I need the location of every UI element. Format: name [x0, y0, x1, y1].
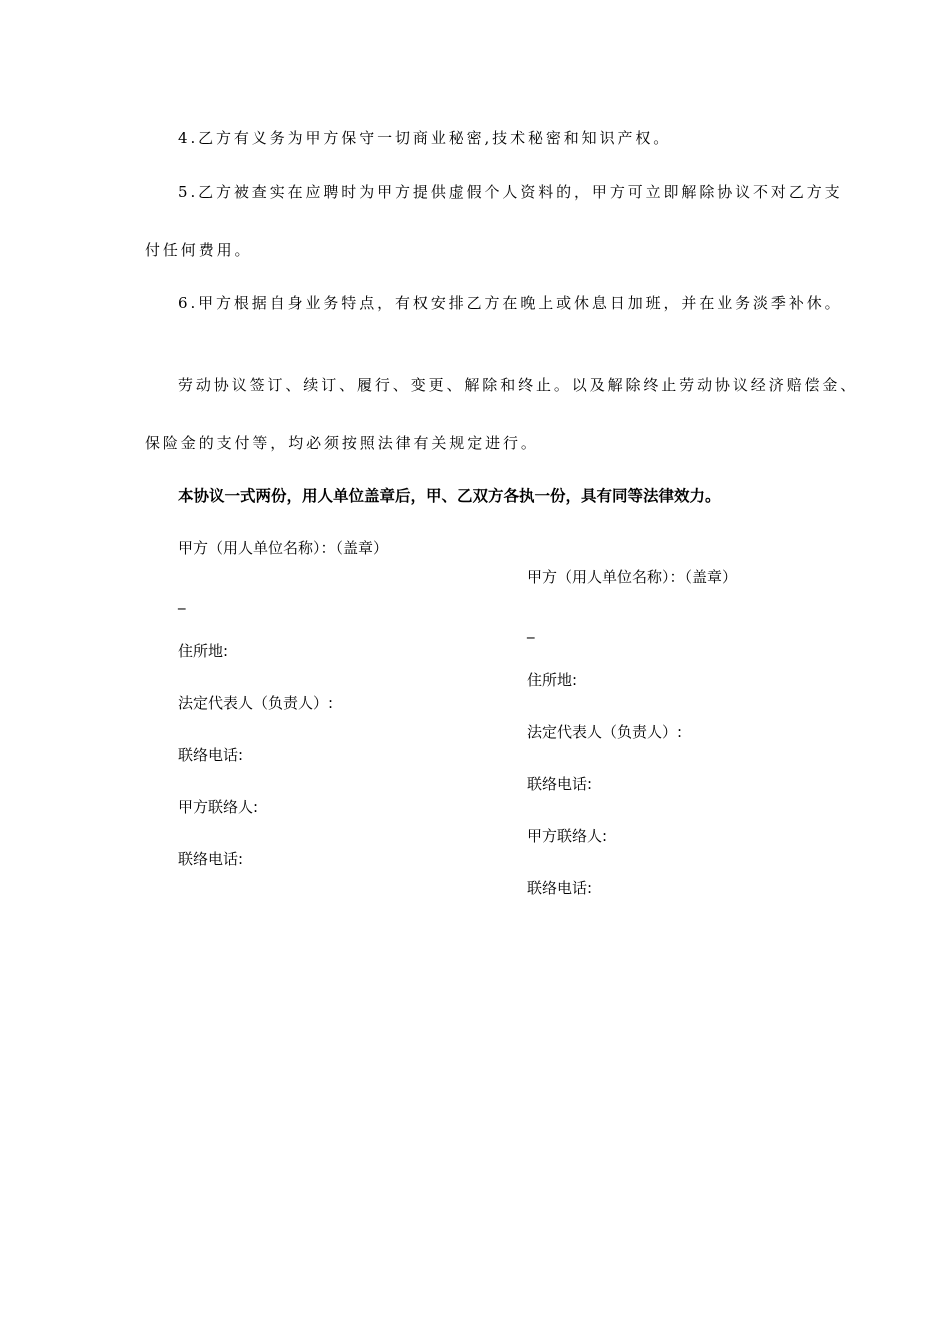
copies-statement: 本协议一式两份，用人单位盖章后，甲、乙双方各执一份，具有同等法律效力。: [178, 487, 721, 505]
right-contact: 甲方联络人:: [527, 827, 608, 845]
right-party-name: 甲方（用人单位名称）：（盖章）: [527, 568, 738, 586]
right-address: 住所地:: [527, 671, 578, 689]
left-contact: 甲方联络人:: [178, 798, 259, 816]
left-representative: 法定代表人（负责人）:: [178, 694, 334, 712]
clause-5-line-2: 付任何费用。: [145, 241, 253, 259]
clause-6: 6.甲方根据自身业务特点，有权安排乙方在晚上或休息日加班，并在业务淡季补休。: [178, 294, 843, 312]
left-address: 住所地:: [178, 642, 229, 660]
right-representative: 法定代表人（负责人）:: [527, 723, 683, 741]
right-phone-1: 联络电话:: [527, 775, 593, 793]
general-terms-line-1: 劳动协议签订、续订、履行、变更、解除和终止。以及解除终止劳动协议经济赔偿金、: [178, 376, 859, 394]
left-phone-2: 联络电话:: [178, 850, 244, 868]
general-terms-line-2: 保险金的支付等，均必须按照法律有关规定进行。: [145, 434, 539, 452]
clause-4: 4.乙方有义务为甲方保守一切商业秘密,技术秘密和知识产权。: [178, 129, 672, 147]
right-blank-line: _: [527, 621, 535, 639]
left-phone-1: 联络电话:: [178, 746, 244, 764]
left-party-name: 甲方（用人单位名称）：（盖章）: [178, 539, 389, 557]
left-blank-line: _: [178, 592, 186, 610]
clause-5-line-1: 5.乙方被查实在应聘时为甲方提供虚假个人资料的，甲方可立即解除协议不对乙方支: [178, 183, 843, 201]
right-phone-2: 联络电话:: [527, 879, 593, 897]
